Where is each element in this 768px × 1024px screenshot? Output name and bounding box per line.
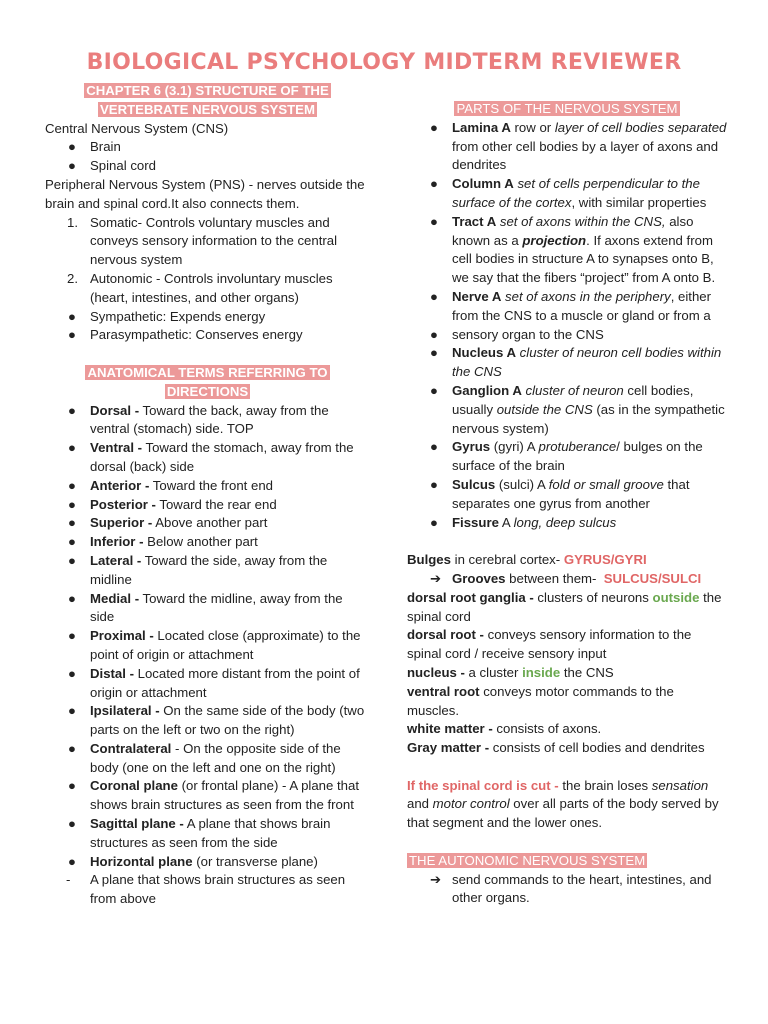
list-item: ● Gyrus (gyri) A protuberance/ bulges on the surface of the brain (430, 439, 703, 474)
nucleus-line: nucleus - a cluster inside the CNS (407, 664, 614, 680)
parts-heading: PARTS OF THE NERVOUS SYSTEM (456, 101, 678, 116)
list-item: ● Sympathetic: Expends energy (45, 308, 370, 327)
list-item: ● Spinal cord (45, 157, 370, 176)
bullet-icon: ● (68, 440, 76, 456)
right-column (407, 100, 727, 908)
list-item: ● sensory organ to the CNS (407, 326, 727, 345)
list-item: ● Medial - Toward the midline, away from the side (68, 590, 343, 625)
gray-matter-line: Gray matter - consists of cell bodies and dendrites (407, 740, 705, 756)
list-item: ● Inferior - Below another part (45, 533, 370, 552)
bullet-icon: ● (68, 590, 76, 606)
list-item: 1. Somatic- Controls voluntary muscles and conveys sensory information to the central nervous system (67, 214, 338, 268)
list-item: ● Sagittal plane - A plane that shows brain structures as seen from the side (68, 816, 331, 850)
autonomic-list (45, 308, 370, 346)
terms-list (45, 402, 370, 910)
list-item: ● Horizontal plane (or transverse plane) (45, 853, 370, 872)
list-item: ● Parasympathetic: Conserves energy (45, 326, 370, 345)
chapter-heading-line1: CHAPTER 6 (3.1) STRUCTURE OF THE (86, 83, 329, 98)
pns-text: Peripheral Nervous System (PNS) - nerves outside the brain and spinal cord.It also connects them. (45, 176, 365, 211)
list-item: ● Contralateral - On the opposite side of the body (one on the left and one on the right) (68, 740, 341, 775)
bullet-icon: ● (430, 476, 438, 492)
page-title: BIOLOGICAL PSYCHOLOGY MIDTERM REVIEWER (86, 50, 682, 75)
chapter-heading-line2: VERTEBRATE NERVOUS SYSTEM (100, 101, 315, 117)
arrow-right-icon: ➔ (430, 570, 442, 586)
list-item: ● Tract A set of axons within the CNS, also known as a projection. If axons extend from cell bodies in structure A to synapses onto B, we say that the fibers “project” from A onto B. (430, 213, 716, 286)
list-item: ● Distal - Located more distant from the point of origin or attachment (68, 665, 360, 700)
bullet-icon: ● (430, 345, 438, 361)
bullet-icon: ● (430, 213, 438, 229)
list-item: ● Column A set of cells perpendicular to the surface of the cortex, with similar properties (430, 176, 707, 210)
list-item: - A plane that shows brain structures as seen from above (66, 872, 346, 907)
arrow-right-icon: ➔ (430, 871, 442, 887)
list-item: ● Lamina A row or layer of cell bodies separated from other cell bodies by a layer of axons and dendrites (430, 119, 727, 173)
bullet-icon: ● (68, 496, 76, 512)
list-item: ● Posterior - Toward the rear end (45, 496, 370, 515)
bullet-icon: ● (68, 552, 76, 568)
bullet-icon: ● (68, 853, 76, 869)
bullet-icon: ● (430, 439, 438, 455)
list-item: ● Nerve A set of axons in the periphery, either from the CNS to a muscle or gland or from a (430, 288, 712, 323)
list-item: ● Fissure A long, deep sulcus (407, 514, 727, 533)
list-item: ● Ipsilateral - On the same side of the body (two parts on the left or two on the right) (68, 703, 365, 738)
bullet-icon: ● (430, 514, 438, 530)
list-item: ● Lateral - Toward the side, away from the midline (68, 552, 328, 587)
autonomic-heading: THE AUTONOMIC NERVOUS SYSTEM (409, 852, 646, 868)
bullet-icon: ● (68, 515, 76, 531)
bullet-icon: ● (68, 139, 76, 155)
bullet-icon: ● (68, 778, 76, 794)
list-item: ● Brain (45, 138, 370, 157)
dorsal-root-line: dorsal root - conveys sensory information to the spinal cord / receive sensory input (407, 627, 692, 662)
list-item: ● Ventral - Toward the stomach, away from the dorsal (back) side (68, 440, 354, 474)
list-item: 2. Autonomic - Controls involuntary muscles (heart, intestines, and other organs) (67, 270, 333, 305)
ventral-root-line: ventral root conveys motor commands to the muscles. (407, 683, 674, 718)
bullet-icon: ● (68, 703, 76, 719)
grooves-line: ➔ Grooves between them- SULCUS/SULCI (407, 570, 727, 589)
dash-icon: - (66, 872, 71, 888)
bullet-icon: ● (68, 477, 76, 493)
bullet-icon: ● (68, 327, 76, 343)
bullet-icon: ● (68, 402, 76, 418)
bullet-icon: ● (68, 158, 76, 174)
list-item: ● Proximal - Located close (approximate) to the point of origin or attachment (68, 628, 361, 662)
list-item: ● Dorsal - Toward the back, away from the ventral (stomach) side. TOP (68, 402, 329, 437)
pns-list (45, 214, 370, 308)
parts-list (407, 119, 727, 533)
spinal-cord-line: If the spinal cord is cut - the brain loses sensation and motor control over all parts of the body served by that segment and the lower ones. (407, 777, 719, 831)
cns-list (45, 138, 370, 176)
list-item: ● Coronal plane (or frontal plane) - A plane that shows brain structures as seen from the front (68, 778, 360, 813)
bullet-icon: ● (68, 665, 76, 681)
bullet-icon: ● (430, 382, 438, 398)
bullet-icon: ● (68, 308, 76, 324)
bulges-line: Bulges in cerebral cortex- GYRUS/GYRI (407, 552, 647, 568)
chapter-heading (45, 82, 370, 120)
list-item: ● Nucleus A cluster of neuron cell bodies within the CNS (430, 345, 722, 380)
cns-label: Central Nervous System (CNS) (45, 120, 229, 136)
bullet-icon: ● (430, 119, 438, 135)
bullet-icon: ● (68, 816, 76, 832)
ans-line: ➔ send commands to the heart, intestines, and other organs. (430, 871, 712, 906)
list-item: ● Anterior - Toward the front end (45, 477, 370, 496)
bullet-icon: ● (430, 288, 438, 304)
bullet-icon: ● (68, 534, 76, 550)
bullet-icon: ● (430, 176, 438, 192)
list-item: ● Ganglion A cluster of neuron cell bodies, usually outside the CNS (as in the sympathetic nervous system) (430, 382, 725, 436)
directions-heading: ANATOMICAL TERMS REFERRING TO DIRECTIONS (87, 364, 328, 399)
list-item: ● Sulcus (sulci) A fold or small groove that separates one gyrus from another (430, 476, 690, 511)
white-matter-line: white matter - consists of axons. (407, 721, 602, 737)
bullet-icon: ● (68, 628, 76, 644)
bullet-icon: ● (68, 740, 76, 756)
bullet-icon: ● (430, 326, 438, 342)
list-item: ● Superior - Above another part (45, 514, 370, 533)
drg-line: dorsal root ganglia - clusters of neurons outside the spinal cord (407, 589, 722, 624)
left-column (45, 82, 370, 909)
